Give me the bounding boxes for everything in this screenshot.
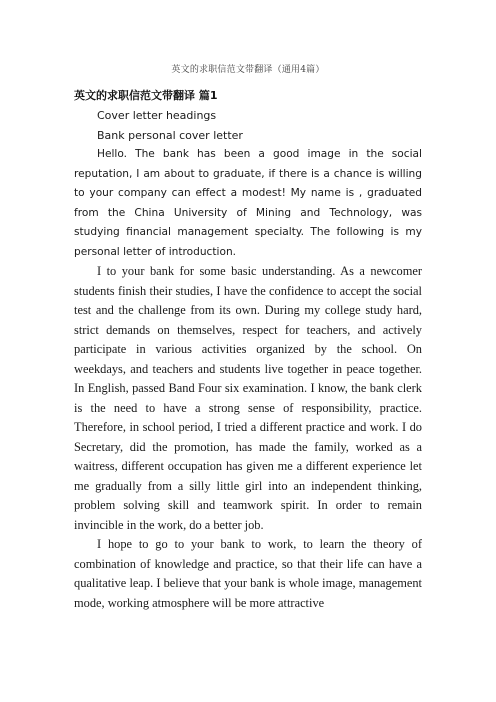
letter-title-line: Bank personal cover letter	[97, 128, 243, 142]
cover-letter-headings-line: Cover letter headings	[97, 109, 217, 122]
section-heading: 英文的求职信范文带翻译 篇1	[74, 89, 218, 102]
paragraph-aspiration: I hope to go to your bank to work, to learn the theory of combination of knowledge and practice, so that their life can have a qualitative leap. I believe that your bank is whole image, management mode, working atmosphere will be more attractive	[74, 537, 422, 610]
document-body	[74, 87, 422, 613]
paragraph-introduction: Hello. The bank has been a good image in the social reputation, I am about to graduate, if there is a chance is willing to your company can effect a modest! My name is , graduated from the China University of Mining and Technology, was studying financial management specialty. The following is my personal letter of introduction.	[74, 148, 422, 258]
paragraph-experience: I to your bank for some basic understanding. As a newcomer students finish their studies, I have the confidence to accept the social test and the challenge from its own. During my college study hard, strict demands on themselves, respect for teachers, and actively participate in various activities organized by the school. On weekdays, and teachers and students live together in peace together. In English, passed Band Four six examination. I know, the bank clerk is the need to have a strong sense of responsibility, practice. Therefore, in school period, I tried a different practice and work. I do Secretary, did the promotion, has made the family, worked as a waitress, different occupation has given me a different experience let me gradually from a silly little girl into an independent thinking, problem solving skill and teamwork spirit. In order to remain invincible in the work, do a better job.	[74, 264, 422, 532]
running-header: 英文的求职信范文带翻译（通用4篇）	[171, 65, 325, 75]
